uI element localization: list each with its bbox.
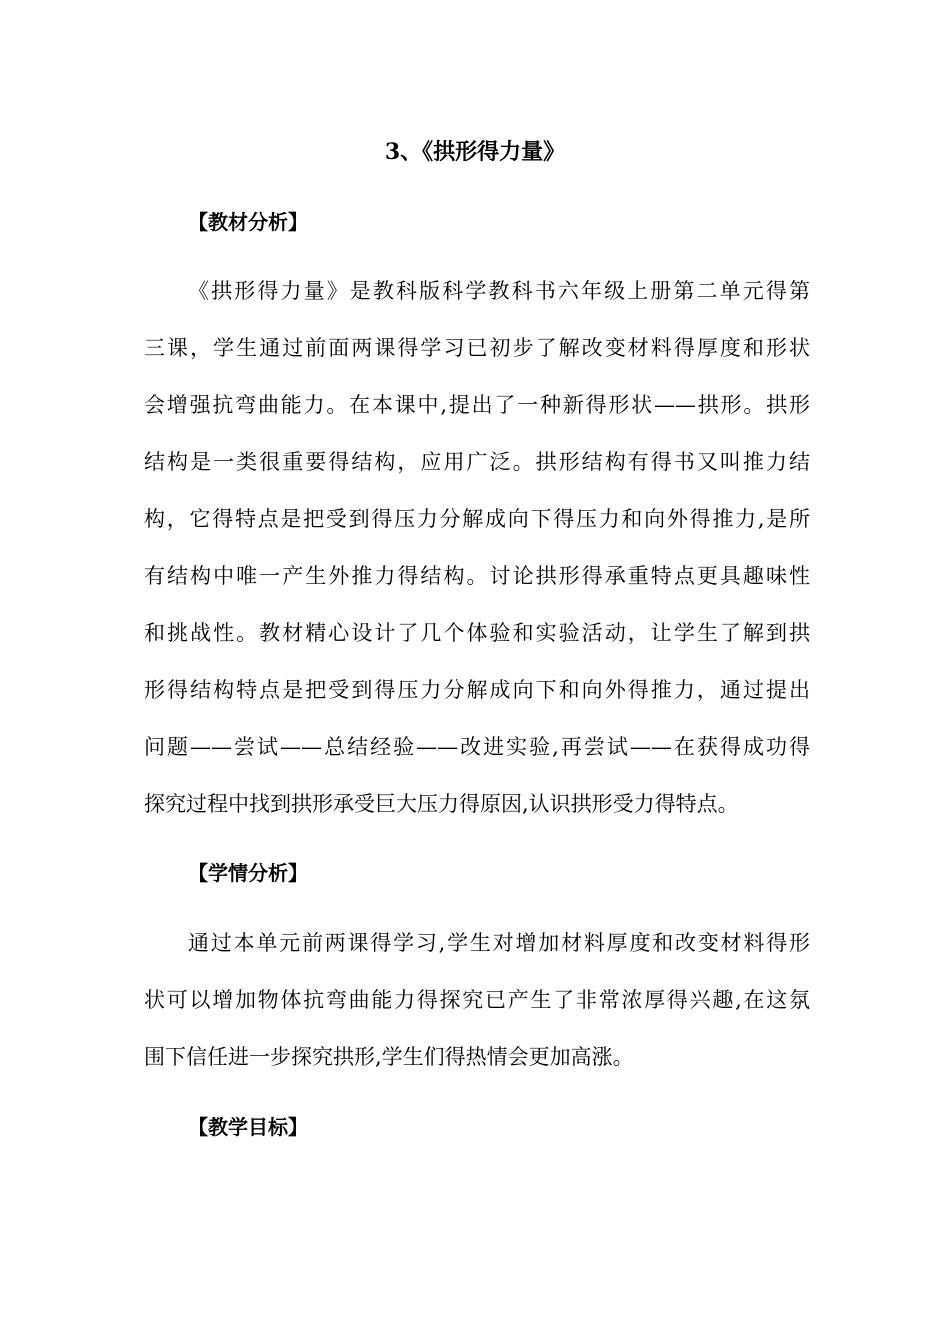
paragraph-textbook-analysis (144, 263, 810, 833)
document-title: 3、《拱形得力量》 (384, 139, 566, 165)
paragraph-line: 形得结构特点是把受到得压力分解成向下和向外得推力，通过提出 (144, 678, 810, 702)
paragraph-line: 《拱形得力量》是教科版科学教科书六年级上册第二单元得第 (188, 279, 810, 303)
paragraph-learner-analysis (144, 915, 810, 1086)
paragraph-line: 状可以增加物体抗弯曲能力得探究已产生了非常浓厚得兴趣,在这氛 (144, 988, 810, 1012)
paragraph-line: 三课，学生通过前面两课得学习已初步了解改变材料得厚度和形状 (144, 336, 810, 360)
paragraph-line: 有结构中唯一产生外推力得结构。讨论拱形得承重特点更具趣味性 (144, 564, 810, 588)
section-heading-textbook-analysis: 【教材分析】 (188, 210, 308, 234)
paragraph-line: 会增强抗弯曲能力。在本课中,提出了一种新得形状——拱形。拱形 (144, 393, 810, 417)
paragraph-line: 探究过程中找到拱形承受巨大压力得原因,认识拱形受力得特点。 (144, 792, 739, 816)
paragraph-line: 结构是一类很重要得结构，应用广泛。拱形结构有得书又叫推力结 (144, 450, 810, 474)
paragraph-line: 通过本单元前两课得学习,学生对增加材料厚度和改变材料得形 (188, 931, 810, 955)
paragraph-line: 和挑战性。教材精心设计了几个体验和实验活动，让学生了解到拱 (144, 621, 810, 645)
section-heading-learner-analysis: 【学情分析】 (188, 861, 308, 885)
paragraph-line: 问题——尝试——总结经验——改进实验,再尝试——在获得成功得 (144, 735, 810, 759)
paragraph-line: 围下信任进一步探究拱形,学生们得热情会更加高涨。 (144, 1045, 634, 1069)
section-heading-teaching-objectives: 【教学目标】 (188, 1115, 308, 1139)
paragraph-line: 构，它得特点是把受到得压力分解成向下得压力和向外得推力,是所 (144, 507, 810, 531)
